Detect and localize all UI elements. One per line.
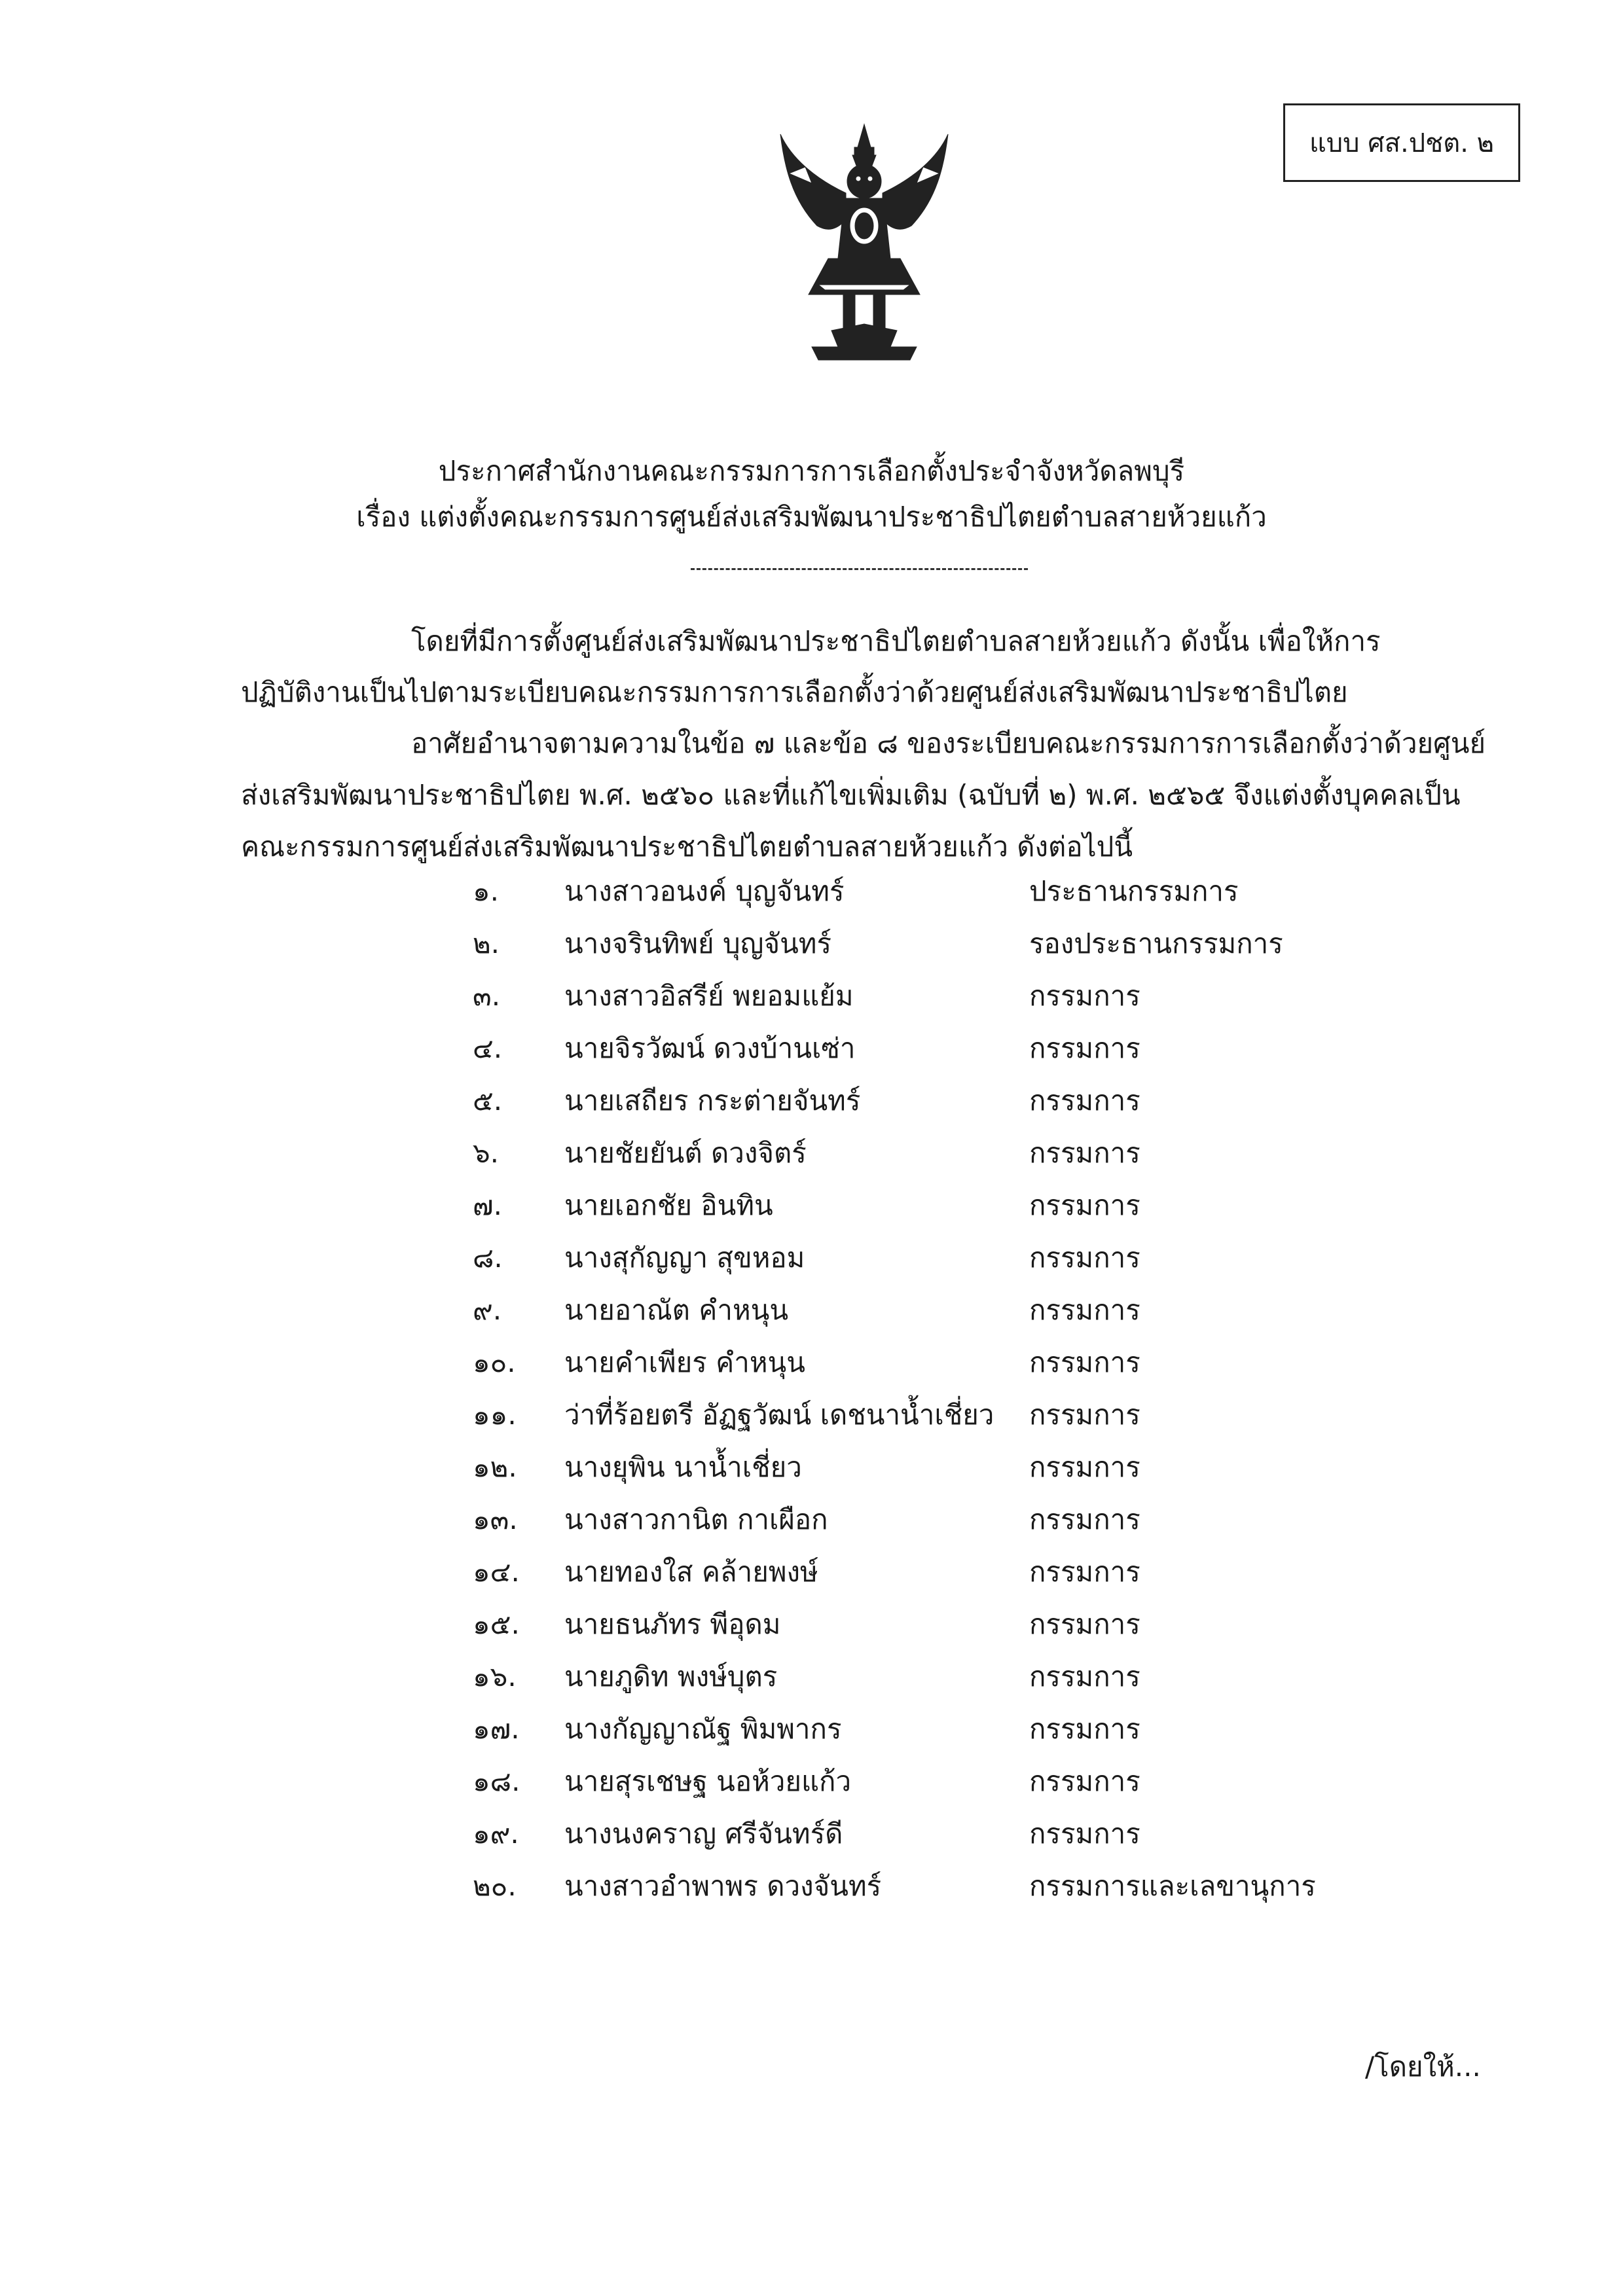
member-number: ๑.	[473, 875, 500, 907]
member-name: นางสาวอนงค์ บุญจันทร์	[564, 875, 845, 907]
member-role: กรรมการ	[1029, 1085, 1140, 1117]
member-row	[0, 1448, 1623, 1500]
member-role: รองประธานกรรมการ	[1029, 927, 1283, 960]
member-row	[0, 1552, 1623, 1605]
member-row	[0, 1343, 1623, 1395]
announcement-subject: เรื่อง แต่งตั้งคณะกรรมการศูนย์ส่งเสริมพัฒนาประชาธิปไตยตำบลสายห้วยแก้ว	[356, 501, 1267, 533]
member-number: ๘.	[473, 1242, 503, 1274]
announcement-title: ประกาศสำนักงานคณะกรรมการการเลือกตั้งประจำจังหวัดลพบุรี	[438, 455, 1185, 487]
member-name: นางยุพิน นาน้ำเชี่ยว	[564, 1451, 802, 1483]
member-role: กรรมการ	[1029, 1294, 1140, 1326]
member-number: ๑๒.	[473, 1451, 517, 1483]
member-row	[0, 1814, 1623, 1867]
member-role: กรรมการ	[1029, 1660, 1140, 1693]
member-name: นางกัญญาณัฐ พิมพากร	[564, 1713, 842, 1745]
continued-on-next-page: /โดยให้...	[1365, 2051, 1481, 2083]
member-name: นายอาณัต คำหนุน	[564, 1294, 789, 1326]
member-role: กรรมการ	[1029, 1818, 1140, 1850]
divider	[691, 568, 1028, 570]
member-row	[0, 1238, 1623, 1291]
member-row	[0, 1762, 1623, 1814]
member-name: นางนงคราญ ศรีจันทร์ดี	[564, 1818, 843, 1850]
member-name: นางจรินทิพย์ บุญจันทร์	[564, 927, 832, 960]
member-name: นางสาวกานิต กาเผือก	[564, 1503, 828, 1535]
member-name: นางสาวอำพาพร ดวงจันทร์	[564, 1870, 882, 1902]
member-name: นายจิรวัฒน์ ดวงบ้านเซ่า	[564, 1032, 856, 1064]
member-role: กรรมการ	[1029, 1451, 1140, 1483]
member-row	[0, 924, 1623, 977]
member-number: ๓.	[473, 980, 501, 1012]
member-role: กรรมการ	[1029, 1765, 1140, 1797]
member-role: กรรมการ	[1029, 1137, 1140, 1169]
member-name: นายคำเพียร คำหนุน	[564, 1346, 805, 1378]
member-name: นายเอกชัย อินทิน	[564, 1189, 773, 1221]
member-number: ๒๐.	[473, 1870, 517, 1902]
member-row	[0, 872, 1623, 924]
member-role: กรรมการ	[1029, 1242, 1140, 1274]
member-row	[0, 1134, 1623, 1186]
member-number: ๙.	[473, 1294, 502, 1326]
member-row	[0, 1395, 1623, 1448]
member-name: นางสาวอิสรีย์ พยอมแย้ม	[564, 980, 854, 1012]
member-row	[0, 1657, 1623, 1710]
member-role: กรรมการ	[1029, 1713, 1140, 1745]
member-number: ๑๕.	[473, 1608, 520, 1640]
member-number: ๑๗.	[473, 1713, 520, 1745]
paragraph-2-line-1: อาศัยอำนาจตามความในข้อ ๗ และข้อ ๘ ของระเบียบคณะกรรมการการเลือกตั้งว่าด้วยศูนย์	[411, 727, 1486, 759]
member-number: ๑๙.	[473, 1818, 519, 1850]
member-role: กรรมการ	[1029, 1608, 1140, 1640]
paragraph-2-line-2: ส่งเสริมพัฒนาประชาธิปไตย พ.ศ. ๒๕๖๐ และที่แก้ไขเพิ่มเติม (ฉบับที่ ๒) พ.ศ. ๒๕๖๕ จึงแต่งตั้งบุคคลเป็น	[241, 779, 1461, 811]
member-name: นางสุกัญญา สุขหอม	[564, 1242, 805, 1274]
paragraph-1-line-1: โดยที่มีการตั้งศูนย์ส่งเสริมพัฒนาประชาธิปไตยตำบลสายห้วยแก้ว ดังนั้น เพื่อให้การ	[411, 625, 1381, 657]
member-row	[0, 1029, 1623, 1081]
member-number: ๑๐.	[473, 1346, 516, 1378]
member-row	[0, 977, 1623, 1029]
member-role: ประธานกรรมการ	[1029, 875, 1239, 907]
member-number: ๔.	[473, 1032, 503, 1064]
member-name: นายชัยยันต์ ดวงจิตร์	[564, 1137, 807, 1169]
member-row	[0, 1186, 1623, 1238]
member-number: ๑๔.	[473, 1556, 520, 1588]
member-role: กรรมการ	[1029, 980, 1140, 1012]
garuda-emblem-icon	[766, 121, 962, 363]
member-name: ว่าที่ร้อยตรี อัฏฐวัฒน์ เดชนาน้ำเชี่ยว	[564, 1399, 994, 1431]
member-number: ๗.	[473, 1189, 502, 1221]
member-name: นายเสถียร กระต่ายจันทร์	[564, 1085, 861, 1117]
member-role: กรรมการ	[1029, 1399, 1140, 1431]
member-role: กรรมการ	[1029, 1556, 1140, 1588]
member-row	[0, 1710, 1623, 1762]
member-row	[0, 1605, 1623, 1657]
member-role: กรรมการและเลขานุการ	[1029, 1870, 1316, 1902]
member-name: นายสุรเชษฐ นอห้วยแก้ว	[564, 1765, 852, 1797]
member-name: นายธนภัทร พีอุดม	[564, 1608, 781, 1640]
member-number: ๖.	[473, 1137, 500, 1169]
member-role: กรรมการ	[1029, 1346, 1140, 1378]
member-role: กรรมการ	[1029, 1032, 1140, 1064]
member-name: นายทองใส คล้ายพงษ์	[564, 1556, 818, 1588]
member-number: ๑๘.	[473, 1765, 520, 1797]
member-number: ๕.	[473, 1085, 503, 1117]
member-number: ๑๖.	[473, 1660, 517, 1693]
member-row	[0, 1867, 1623, 1919]
member-role: กรรมการ	[1029, 1503, 1140, 1535]
member-row	[0, 1291, 1623, 1343]
member-number: ๑๓.	[473, 1503, 518, 1535]
member-row	[0, 1081, 1623, 1134]
member-number: ๒.	[473, 927, 500, 960]
member-name: นายภูดิท พงษ์บุตร	[564, 1660, 778, 1693]
form-code-box	[1283, 103, 1520, 182]
form-code: แบบ ศส.ปชต. ๒	[1309, 128, 1495, 158]
member-role: กรรมการ	[1029, 1189, 1140, 1221]
paragraph-2-line-3: คณะกรรมการศูนย์ส่งเสริมพัฒนาประชาธิปไตยตำบลสายห้วยแก้ว ดังต่อไปนี้	[241, 831, 1133, 863]
member-number: ๑๑.	[473, 1399, 517, 1431]
paragraph-1-line-2: ปฏิบัติงานเป็นไปตามระเบียบคณะกรรมการการเลือกตั้งว่าด้วยศูนย์ส่งเสริมพัฒนาประชาธิปไตย	[241, 676, 1348, 708]
member-row	[0, 1500, 1623, 1552]
